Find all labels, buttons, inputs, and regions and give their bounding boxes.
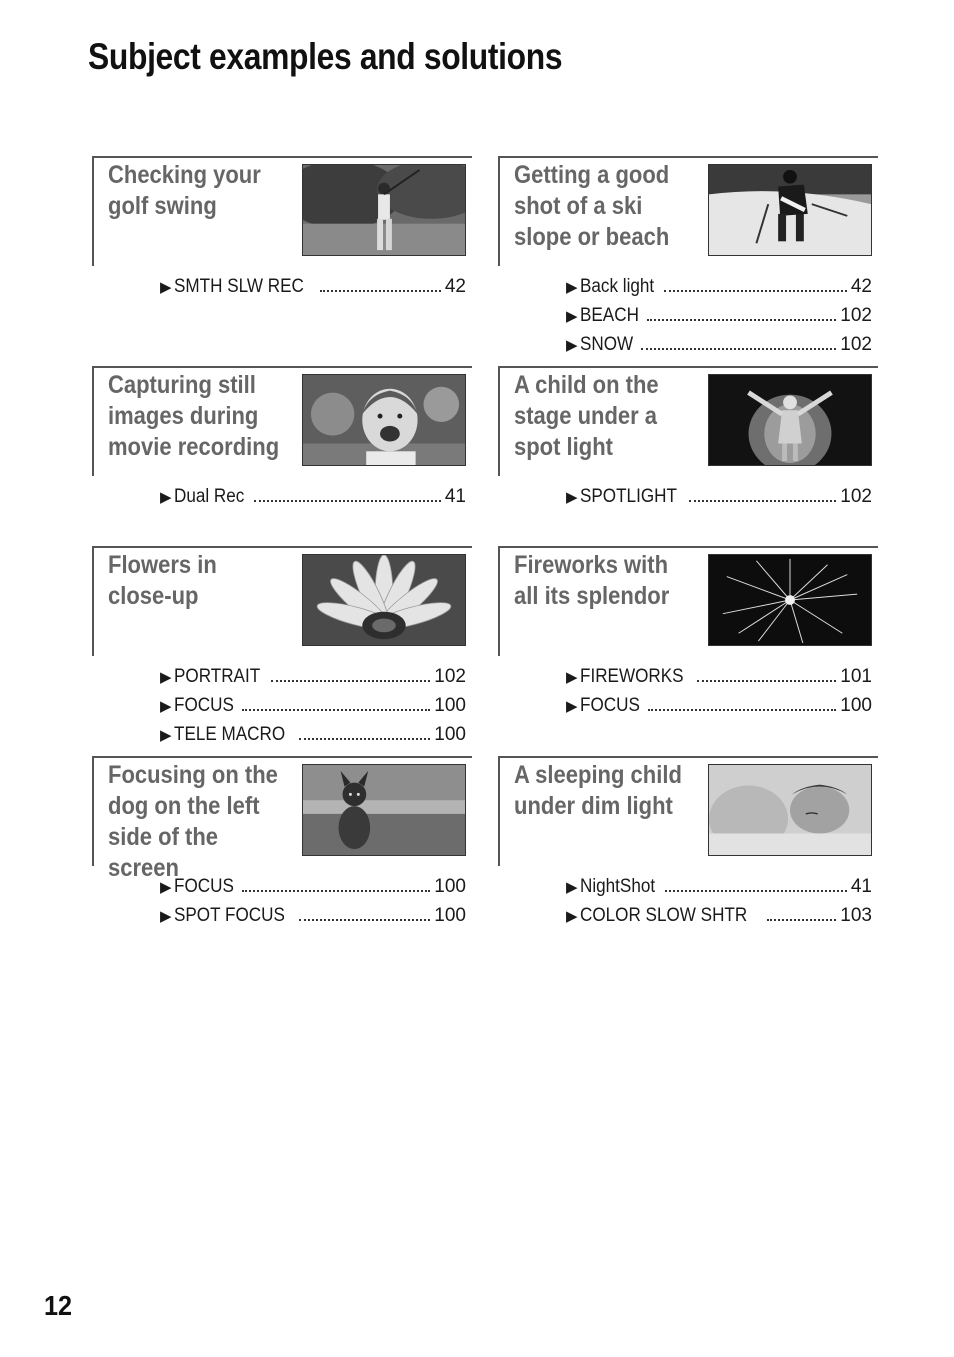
ref-label: SNOW (579, 334, 633, 355)
ref-label: FOCUS (173, 876, 234, 897)
subject-card (498, 156, 878, 355)
card-heading: Capturing still images during movie recording (108, 371, 280, 461)
dot-leader (320, 289, 441, 292)
ref-label: FOCUS (173, 695, 234, 716)
card-frame (92, 156, 472, 266)
dot-leader (242, 889, 430, 892)
ref-page: 100 (840, 695, 872, 716)
ref-label: FOCUS (579, 695, 640, 716)
subject-card (92, 756, 472, 926)
arrow-icon: ▶ (566, 337, 578, 354)
arrow-icon: ▶ (160, 727, 172, 744)
reference-list (566, 276, 872, 363)
ref-label: PORTRAIT (173, 666, 260, 687)
arrow-icon: ▶ (566, 698, 578, 715)
dot-leader (665, 889, 847, 892)
reference-list (160, 876, 466, 934)
ref-page: 102 (840, 305, 872, 326)
arrow-icon: ▶ (160, 489, 172, 506)
ref-page: 103 (840, 905, 872, 926)
card-frame (498, 546, 878, 656)
ref-label: SPOTLIGHT (579, 486, 677, 507)
list-item[interactable] (566, 905, 872, 934)
ref-label: Back light (579, 276, 654, 297)
dot-leader (664, 289, 847, 292)
card-heading: A sleeping child under dim light (514, 761, 682, 820)
list-item[interactable] (160, 876, 466, 905)
subject-card (92, 156, 472, 297)
dot-leader (648, 708, 836, 711)
subject-card (92, 366, 472, 507)
arrow-icon: ▶ (566, 489, 578, 506)
ref-page: 41 (850, 876, 872, 897)
arrow-icon: ▶ (160, 669, 172, 686)
subject-card (498, 546, 878, 716)
list-item[interactable] (160, 695, 466, 724)
list-item[interactable] (566, 276, 872, 305)
ref-page: 102 (434, 666, 466, 687)
arrow-icon: ▶ (160, 908, 172, 925)
dot-leader (767, 918, 836, 921)
arrow-icon: ▶ (566, 308, 578, 325)
list-item[interactable] (160, 724, 466, 753)
dot-leader (647, 318, 836, 321)
reference-list (566, 666, 872, 724)
laughing-child-photo (302, 374, 466, 466)
card-frame (92, 546, 472, 656)
arrow-icon: ▶ (566, 879, 578, 896)
reference-list (566, 486, 872, 515)
skier-photo (708, 164, 872, 256)
subject-card (498, 756, 878, 926)
ref-page: 102 (840, 486, 872, 507)
subject-card (498, 366, 878, 507)
ref-label: TELE MACRO (173, 724, 285, 745)
dot-leader (254, 499, 441, 502)
sleeping-child-photo (708, 764, 872, 856)
dot-leader (697, 679, 837, 682)
list-item[interactable] (160, 666, 466, 695)
ref-page: 100 (434, 695, 466, 716)
page-number: 12 (44, 1290, 73, 1321)
list-item[interactable] (160, 905, 466, 934)
ref-label: Dual Rec (173, 486, 244, 507)
arrow-icon: ▶ (566, 669, 578, 686)
card-heading: Checking your golf swing (108, 161, 261, 220)
card-heading: Fireworks with all its splendor (514, 551, 670, 610)
ref-page: 100 (434, 724, 466, 745)
subject-card (92, 546, 472, 745)
list-item[interactable] (566, 666, 872, 695)
dot-leader (271, 679, 430, 682)
list-item[interactable] (566, 695, 872, 724)
arrow-icon: ▶ (566, 279, 578, 296)
dot-leader (299, 737, 430, 740)
ref-page: 100 (434, 876, 466, 897)
dot-leader (242, 708, 430, 711)
reference-list (160, 276, 466, 305)
dot-leader (299, 918, 431, 921)
ref-page: 102 (840, 334, 872, 355)
arrow-icon: ▶ (160, 879, 172, 896)
card-heading: A child on the stage under a spot light (514, 371, 659, 461)
arrow-icon: ▶ (566, 908, 578, 925)
card-heading: Getting a good shot of a ski slope or beach (514, 161, 670, 251)
list-item[interactable] (566, 305, 872, 334)
card-heading: Focusing on the dog on the left side of the screen (108, 761, 278, 882)
list-item[interactable] (566, 876, 872, 905)
arrow-icon: ▶ (160, 698, 172, 715)
ref-label: SMTH SLW REC (173, 276, 304, 297)
ref-label: COLOR SLOW SHTR (579, 905, 747, 926)
list-item[interactable] (160, 486, 466, 515)
reference-list (566, 876, 872, 934)
card-frame (498, 756, 878, 866)
reference-list (160, 666, 466, 753)
card-frame (498, 366, 878, 476)
ref-page: 101 (840, 666, 872, 687)
page-title: Subject examples and solutions (88, 36, 563, 77)
dog-photo (302, 764, 466, 856)
ref-page: 42 (444, 276, 466, 297)
card-frame (92, 366, 472, 476)
dot-leader (641, 347, 837, 350)
arrow-icon: ▶ (160, 279, 172, 296)
ref-page: 42 (850, 276, 872, 297)
card-frame (92, 756, 472, 882)
ref-label: SPOT FOCUS (173, 905, 285, 926)
list-item[interactable] (566, 486, 872, 515)
dot-leader (689, 499, 836, 502)
ref-label: FIREWORKS (579, 666, 684, 687)
reference-list (160, 486, 466, 515)
list-item[interactable] (160, 276, 466, 305)
flower-photo (302, 554, 466, 646)
ref-label: BEACH (579, 305, 639, 326)
spotlight-child-photo (708, 374, 872, 466)
list-item[interactable] (566, 334, 872, 363)
fireworks-photo (708, 554, 872, 646)
ref-page: 41 (444, 486, 466, 507)
card-heading: Flowers in close-up (108, 551, 217, 610)
ref-label: NightShot (579, 876, 655, 897)
ref-page: 100 (434, 905, 466, 926)
golf-swing-photo (302, 164, 466, 256)
card-frame (498, 156, 878, 266)
